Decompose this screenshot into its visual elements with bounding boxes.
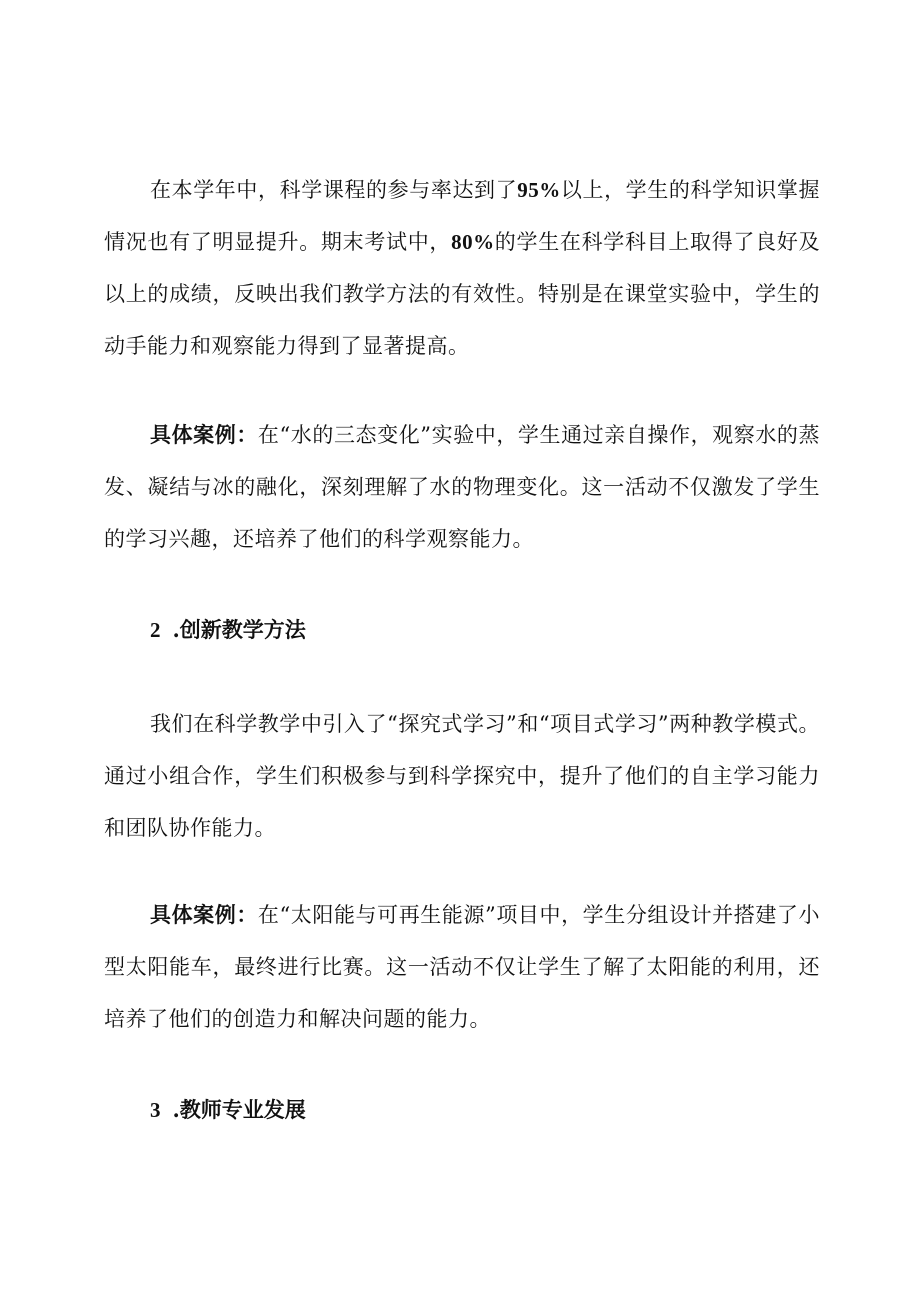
section-heading-3 [150, 1095, 306, 1125]
paragraph-methods [104, 698, 820, 854]
case-text: 在“水的三态变化”实验中，学生通过亲自操作，观察水的蒸发、凝结与冰的融化，深刻理解了水的物理变化。这一活动不仅激发了学生的学习兴趣，还培养了他们的科学观察能力。 [104, 423, 820, 551]
paragraph-participation [104, 164, 820, 372]
case-label: 具体案例： [150, 422, 258, 447]
paragraph-text: 以上，学生的科学知识掌握情况也有了明显提升。期末考试中， [104, 178, 821, 254]
section-title: .教师专业发展 [172, 1097, 306, 1122]
section-title: .创新教学方法 [172, 617, 306, 642]
case-text: 在“太阳能与可再生能源”项目中，学生分组设计并搭建了小型太阳能车，最终进行比赛。这一活动不仅让学生了解了太阳能的利用，还培养了他们的创造力和解决问题的能力。 [104, 903, 820, 1031]
paragraph-text: 的学生在科学科目上取得了良好及以上的成绩，反映出我们教学方法的有效性。特别是在课堂实验中，学生的动手能力和观察能力得到了显著提高。 [104, 230, 821, 358]
paragraph-text: 在本学年中，科学课程的参与率达到了 [150, 178, 518, 202]
good-grade-rate: 80% [451, 230, 495, 254]
section-number: 3 [150, 1098, 161, 1122]
participation-rate: 95% [517, 178, 561, 202]
paragraph-text: 我们在科学教学中引入了“探究式学习”和“项目式学习”两种教学模式。通过小组合作，学生们积极参与到科学探究中，提升了他们的自主学习能力和团队协作能力。 [104, 712, 820, 840]
paragraph-case-solar [104, 889, 820, 1045]
section-number: 2 [150, 618, 161, 642]
section-heading-2 [150, 615, 306, 645]
case-label: 具体案例： [150, 902, 258, 927]
paragraph-case-water [104, 409, 820, 565]
